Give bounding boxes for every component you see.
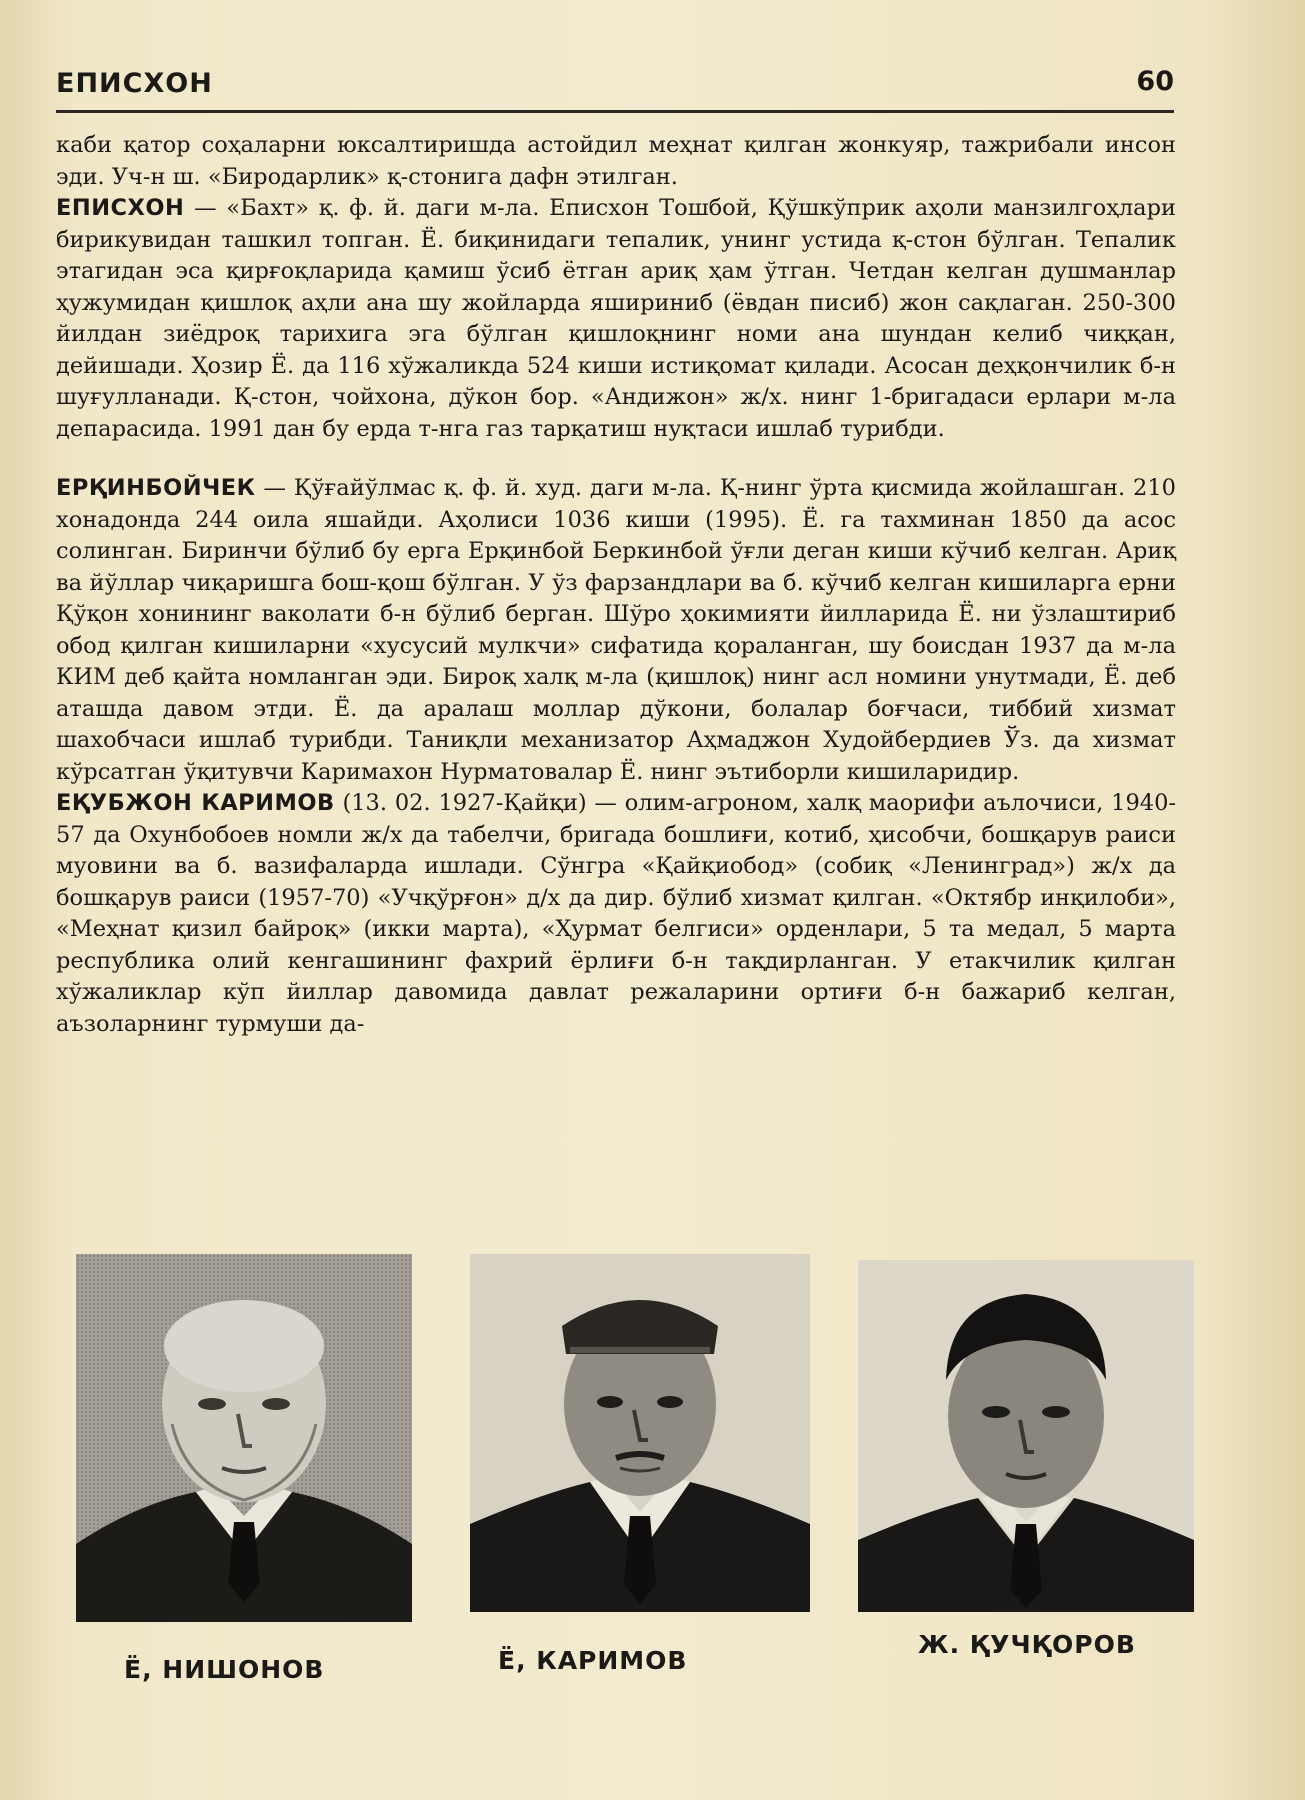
portrait-caption: Ж. ҚУЧҚОРОВ	[918, 1630, 1136, 1659]
paragraph-gap	[56, 445, 1176, 473]
portrait-caption: Ё, НИШОНОВ	[124, 1655, 325, 1684]
entry-headword: ЕРҚИНБОЙЧЕК	[56, 475, 256, 501]
entry-text: — «Бахт» қ. ф. й. даги м-ла. Еписхон Тошбой, Қўшкўприк аҳоли манзилгоҳлари бирикувидан ташкил топган. Ё. биқинидаги тепалик, унинг устида қ-стон бўлган. Тепалик этагидан эса қирғоқларида қамиш ўсиб ётган ариқ ҳам ўтган. Четдан келган душманлар ҳужумидан қишлоқ аҳли ана шу жойларда яшириниб (ёвдан писиб) жон сақлаган. 250-300 йилдан зиёдроқ тарихига эга бўлган қишлоқнинг номи ана шундан келиб чиққан, дейишади. Ҳозир Ё. да 116 хўжаликда 524 киши истиқомат қилади. Асосан деҳқончилик б-н шуғулланади. Қ-стон, чойхона, дўкон бор. «Андижон» ж/х. нинг 1-бригадаси ерлари м-ла депарасида. 1991 дан бу ерда т-нга газ тарқатиш нуқтаси ишлаб турибди.	[56, 195, 1176, 442]
entry-text: (13. 02. 1927-Қайқи) — олим-агроном, халқ маорифи аълочиси, 1940-57 да Охунбобоев номли ж/х да табелчи, бригада бошлиғи, котиб, ҳисобчи, бошқарув раиси муовини ва б. вазифаларда ишлади. Сўнгра «Қайқиобод» (собиқ «Ленинград») ж/х да бошқарув раиси (1957-70) «Учқўрғон» д/х да дир. бўлиб хизмат қилган. «Октябр инқилоби», «Меҳнат қизил байроқ» (икки марта), «Ҳурмат белгиси» орденлари, 5 та медал, 5 марта республика олий кенгашининг фахрий ёрлиғи б-н тақдирланган. У етакчилик қилган хўжаликлар кўп йиллар давомида давлат режаларини ортиғи б-н бажариб келган, аъзоларнинг турмуши да-	[56, 790, 1176, 1037]
continuation-paragraph: каби қатор соҳаларни юксалтиришда астойдил меҳнат қилган жонкуяр, тажрибали инсон эди. Уч-н ш. «Биродарлик» қ-стонига дафн этилган.	[56, 132, 1176, 190]
entry-headword: ЕҚУБЖОН КАРИМОВ	[56, 790, 335, 816]
portrait-photo	[76, 1254, 412, 1622]
portrait-photo	[470, 1254, 810, 1612]
entry-erqinboychek	[56, 473, 1176, 788]
portrait-photo	[858, 1260, 1194, 1612]
text-column	[56, 130, 1176, 1040]
entry-equbjon-karimov	[56, 788, 1176, 1040]
page-number: 60	[1136, 66, 1174, 97]
entry-text: — Қўғайўлмас қ. ф. й. худ. даги м-ла. Қ-нинг ўрта қисмида жойлашган. 210 хонадонда 244 оила яшайди. Аҳолиси 1036 киши (1995). Ё. га тахминан 1850 да асос солинган. Биринчи бўлиб бу ерга Ерқинбой Беркинбой ўғли деган киши кўчиб келган. Ариқ ва йўллар чиқаришга бош-қош бўлган. У ўз фарзандлари ва б. кўчиб келган кишиларга ерни Қўқон хонининг ваколати б-н бўлиб берган. Шўро ҳокимияти йилларида Ё. ни ўзлаштириб обод қилган кишиларни «хусусий мулкчи» сифатида қораланган, шу боисдан 1937 да м-ла КИМ деб қайта номланган эди. Бироқ халқ м-ла (қишлоқ) нинг асл номини унутмади, Ё. деб аташда давом этди. Ё. да аралаш моллар дўкони, болалар боғчаси, тиббий хизмат шахобчаси ишлаб турибди. Таниқли механизатор Аҳмаджон Худойбердиев Ўз. да хизмат кўрсатган ўқитувчи Каримахон Нурматовалар Ё. нинг эътиборли кишиларидир.	[56, 475, 1176, 785]
running-title: ЕПИСХОН	[56, 68, 213, 99]
entry-episxon	[56, 193, 1176, 445]
running-head	[56, 62, 1174, 102]
header-rule	[56, 110, 1174, 113]
portrait-row	[0, 1240, 1305, 1800]
entry-headword: ЕПИСХОН	[56, 195, 185, 221]
portrait-caption: Ё, КАРИМОВ	[498, 1646, 688, 1675]
